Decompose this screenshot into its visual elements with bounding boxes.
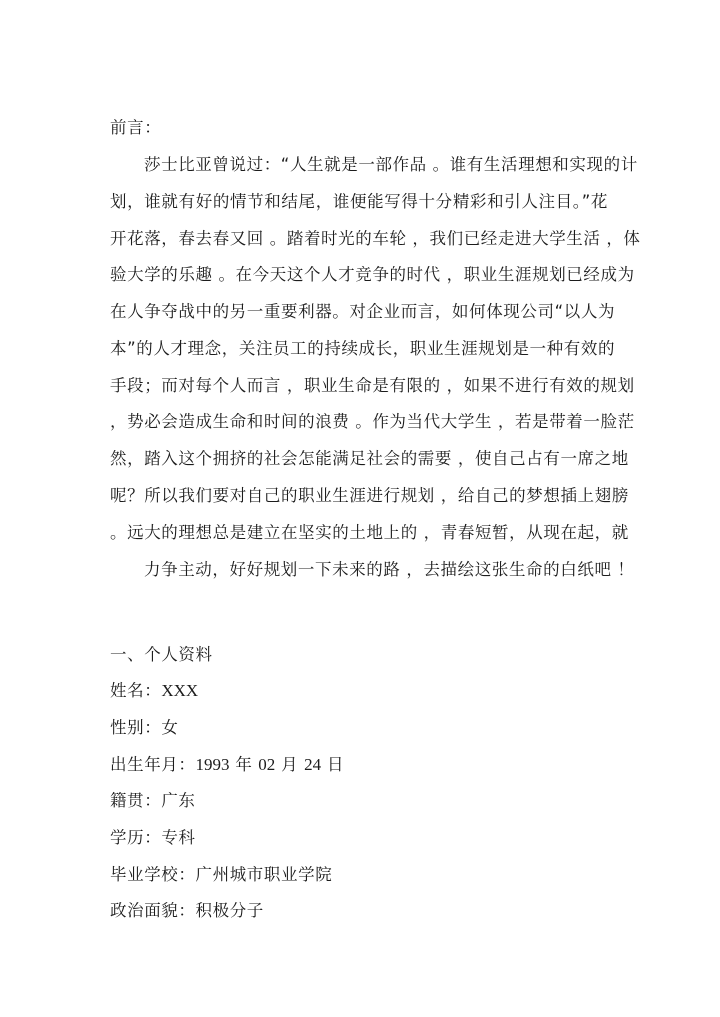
preface-line: 呢？所以我们要对自己的职业生涯进行规划 ，给自己的梦想插上翅膀: [110, 486, 629, 505]
birth-year-unit: 年: [229, 755, 259, 774]
preface-line: 然，踏入这个拥挤的社会怎能满足社会的需要 ，使自己占有一席之地: [110, 449, 629, 468]
preface-line: 本”的人才理念，关注员工的持续成长，职业生涯规划是一种有效的: [110, 339, 616, 358]
preface-line: 划，谁就有好的情节和结尾，谁便能写得十分精彩和引人注目。”花: [110, 192, 608, 211]
field-native-place: [110, 791, 196, 811]
preface-line: 验大学的乐趣 。在今天这个人才竞争的时代 ，职业生涯规划已经成为: [110, 265, 635, 284]
birth-year: 1993: [195, 755, 230, 774]
field-value: 广东: [161, 791, 196, 810]
preface-line: ，势必会造成生命和时间的浪费 。作为当代大学生 ，若是带着一脸茫: [110, 412, 635, 431]
field-label: 籍贯：: [110, 791, 162, 810]
birth-month-unit: 月: [275, 755, 305, 774]
field-label: 学历：: [110, 828, 162, 847]
field-label: 政治面貌：: [110, 901, 196, 920]
field-value: 女: [161, 718, 179, 737]
preface-line: 莎士比亚曾说过：“人生就是一部作品 。谁有生活理想和实现的计: [144, 155, 638, 174]
preface-line: 开花落，春去春又回 。踏着时光的车轮 ，我们已经走进大学生活 ，体: [110, 229, 641, 248]
preface-line: 力争主动，好好规划一下未来的路 ，去描绘这张生命的白纸吧 ！: [144, 560, 635, 579]
birth-day-unit: 日: [321, 755, 345, 774]
field-label: 姓名：: [110, 681, 162, 700]
preface-line: 。远大的理想总是建立在坚实的土地上的 ，青春短暂，从现在起，就: [110, 523, 629, 542]
preface-line: 在人争夺战中的另一重要利器。对企业而言，如何体现公司“以人为: [110, 302, 616, 321]
field-value: 广州城市职业学院: [195, 865, 333, 884]
preface-line: 手段；而对每个人而言 ，职业生命是有限的 ，如果不进行有效的规划: [110, 376, 635, 395]
field-label: 出生年月：: [110, 755, 196, 774]
field-label: 性别：: [110, 718, 162, 737]
field-value: 专科: [161, 828, 196, 847]
birth-day: 24: [304, 755, 322, 774]
field-school: [110, 865, 332, 885]
field-birthdate: [110, 755, 344, 775]
section-heading-personal-info: 一、个人资料: [110, 645, 213, 664]
field-education: [110, 828, 196, 848]
field-political-status: [110, 901, 264, 921]
preface-heading: 前言：: [110, 118, 162, 137]
field-value: 积极分子: [195, 901, 264, 920]
birth-month: 02: [258, 755, 276, 774]
field-gender: [110, 718, 178, 738]
field-name: [110, 681, 198, 701]
field-value: XXX: [161, 681, 199, 700]
field-label: 毕业学校：: [110, 865, 196, 884]
